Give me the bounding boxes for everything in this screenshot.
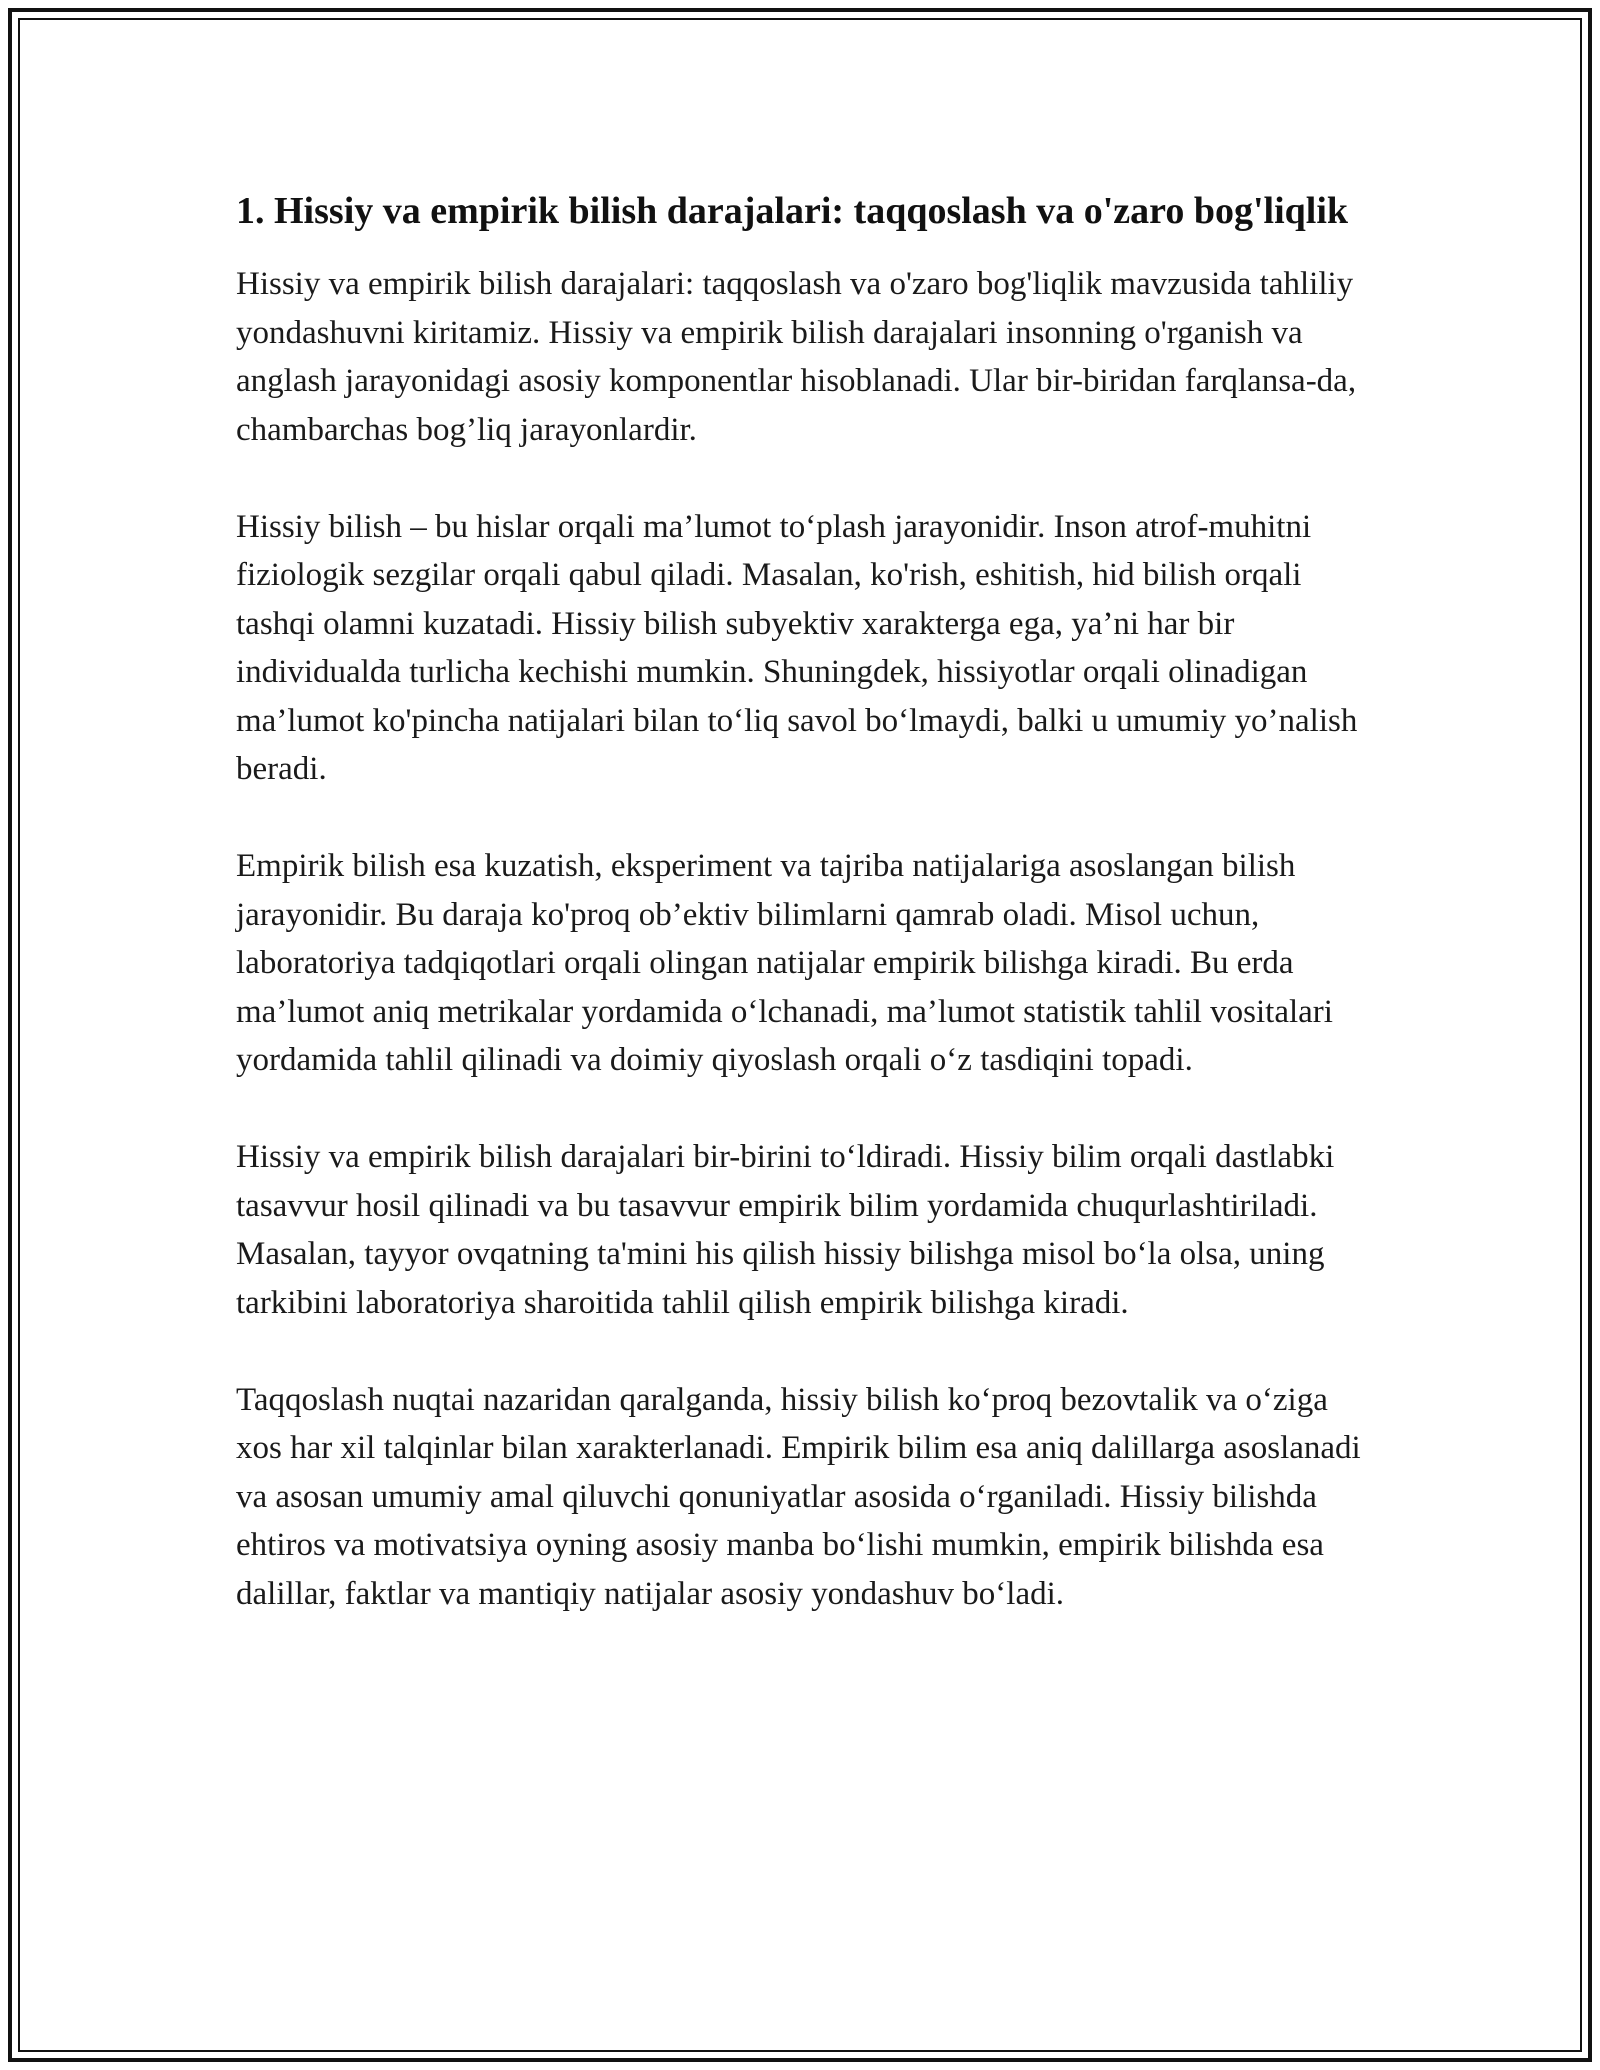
paragraph-complementarity: Hissiy va empirik bilish darajalari bir-birini to‘ldiradi. Hissiy bilim orqali dastlabki tasavvur hosil qilinadi va bu tasavvur empirik bilim yordamida chuqurlashtiriladi. Masalan, tayyor ovqatning ta'mini his qilish hissiy bilishga misol bo‘la olsa, uning tarkibini laboratoriya sharoitida tahlil qilish empirik bilishga kiradi. [236,1139,1335,1321]
paragraph-sensory-cognition: Hissiy bilish – bu hislar orqali ma’lumot to‘plash jarayonidir. Inson atrof-muhitni fiziologik sezgilar orqali qabul qiladi. Masalan, ko'rish, eshitish, hid bilish orqali tashqi olamni kuzatadi. Hissiy bilish subyektiv xarakterga ega, ya’ni har bir individualda turlicha kechishi mumkin. Shuningdek, hissiyotlar orqali olinadigan ma’lumot ko'pincha natijalari bilan to‘liq savol bo‘lmaydi, balki u umumiy yo’nalish beradi. [236,508,1358,787]
paragraph-intro: Hissiy va empirik bilish darajalari: taqqoslash va o'zaro bog'liqlik mavzusida tahliliy yondashuvni kiritamiz. Hissiy va empirik bilish darajalari insonning o'rganish va anglash jarayonidagi asosiy komponentlar hisoblanadi. Ular bir-biridan farqlansa-da, chambarchas bog’liq jarayonlardir. [236,266,1357,448]
document-body [236,184,1376,1667]
paragraph-comparison: Taqqoslash nuqtai nazaridan qaralganda, hissiy bilish ko‘proq bezovtalik va o‘ziga xos har xil talqinlar bilan xarakterlanadi. Empirik bilim esa aniq dalillarga asoslanadi va asosan umumiy amal qiluvchi qonuniyatlar asosida o‘rganiladi. Hissiy bilishda ehtiros va motivatsiya oyning asosiy manba bo‘lishi mumkin, empirik bilishda esa dalillar, faktlar va mantiqiy natijalar asosiy yondashuv bo‘ladi. [236,1381,1361,1612]
section-heading: 1. Hissiy va empirik bilish darajalari: taqqoslash va o'zaro bog'liqlik [236,190,1349,232]
paragraph-empirical-cognition: Empirik bilish esa kuzatish, eksperiment va tajriba natijalariga asoslangan bilish jarayonidir. Bu daraja ko'proq ob’ektiv bilimlarni qamrab oladi. Misol uchun, laboratoriya tadqiqotlari orqali olingan natijalar empirik bilishga kiradi. Bu erda ma’lumot aniq metrikalar yordamida o‘lchanadi, ma’lumot statistik tahlil vositalari yordamida tahlil qilinadi va doimiy qiyoslash orqali o‘z tasdiqini topadi. [236,848,1333,1078]
